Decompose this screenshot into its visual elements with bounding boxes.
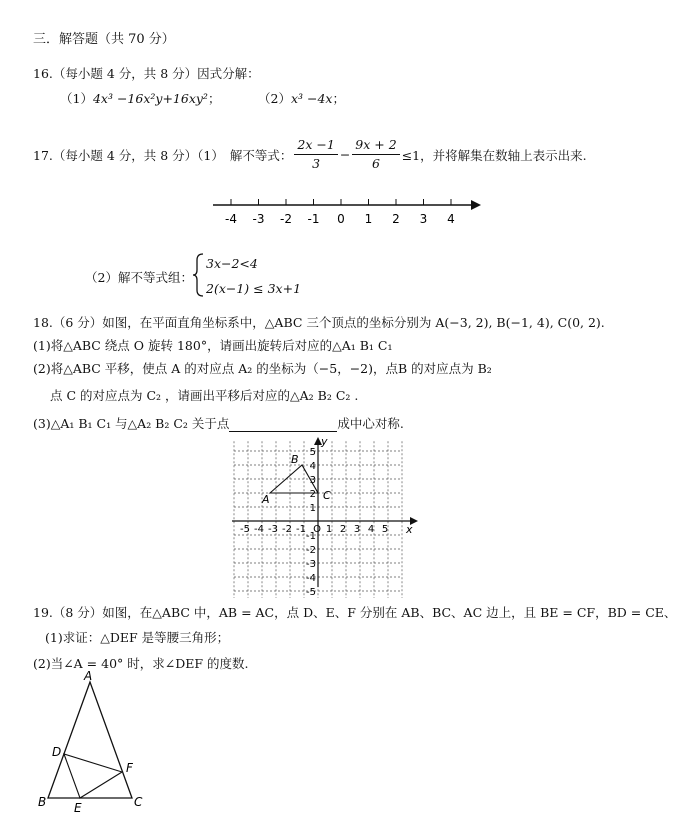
q17-frac2-denominator: 6 (372, 156, 380, 171)
q16-part1-label: （1） (60, 91, 93, 106)
x-tick-label: -1 (296, 524, 306, 535)
number-line (205, 195, 485, 231)
number-line-tick-label: -1 (307, 212, 320, 226)
q16-part2-label: （2） (258, 91, 291, 106)
q17-frac1-denominator: 3 (312, 156, 321, 171)
x-tick-label: 3 (353, 524, 361, 535)
fig-label-a: A (84, 669, 93, 683)
x-tick-label: -4 (254, 524, 264, 535)
coordinate-grid (228, 435, 418, 598)
q16-part2 (258, 89, 345, 107)
label-a: A (262, 493, 270, 506)
y-tick-label: 2 (309, 489, 316, 500)
x-tick-label: -2 (282, 524, 292, 535)
fig-label-d: D (52, 745, 62, 759)
y-tick-label: 5 (309, 447, 316, 458)
q17-header: 17.（每小题 4 分，共 8 分）（1） (33, 147, 224, 163)
fig-label-f: F (126, 761, 133, 775)
number-line-tick-label: -3 (252, 212, 265, 226)
q17-frac1-numerator: 2x −1 (294, 136, 337, 155)
y-tick-label: -4 (306, 573, 316, 584)
x-tick-label: 4 (367, 524, 375, 535)
q17-instruction: 解不等式： (229, 147, 293, 163)
q19-part1: (1)求证：△DEF 是等腰三角形； (45, 630, 230, 645)
q18-header: 18.（6 分）如图，在平面直角坐标系中，△ABC 三个顶点的坐标分别为 A(−3, 2), B(−1, 4), C(0, 2). (33, 315, 605, 330)
label-b: B (291, 453, 299, 466)
q19-header: 19.（8 分）如图，在△ABC 中，AB = AC，点 D、E、F 分别在 AB、BC、AC 边上，且 BE = CF，BD = CE、 (33, 605, 676, 620)
q18-step3-b: 成中心对称. (337, 416, 404, 431)
y-tick-label: 4 (309, 461, 316, 472)
label-c: C (323, 489, 331, 502)
y-tick-label: -5 (306, 587, 316, 598)
number-line-arrow (471, 200, 481, 210)
x-tick-label: 1 (325, 524, 333, 535)
q17-frac2-numerator: 9x + 2 (352, 136, 399, 155)
q17-relation: ≤1， (401, 147, 433, 163)
y-axis-label: y (321, 435, 328, 448)
q17-fraction-2 (352, 136, 399, 173)
q17-minus: − (339, 147, 351, 162)
number-line-tick-label: 2 (392, 212, 400, 226)
number-line-tick-label: 0 (337, 212, 345, 226)
q18-step2: (2)将△ABC 平移，使点 A 的对应点 A₂ 的坐标为（−5，−2)，点B 的对应点为 B₂ (33, 361, 492, 376)
q16-part1 (60, 89, 220, 107)
section-title: 三．解答题（共 70 分） (33, 32, 175, 47)
x-axis-label: x (406, 523, 413, 536)
q17-system-eq2: 2(x−1) ≤ 3x+1 (206, 281, 302, 296)
q17-part2-label: （2）解不等式组： (85, 270, 193, 285)
q16-part2-end: ； (332, 91, 345, 106)
y-tick-label: -1 (306, 531, 316, 542)
system-brace (193, 252, 205, 298)
x-tick-label: -3 (268, 524, 278, 535)
q16-part2-expr: x³ −4x (290, 91, 333, 106)
y-tick-label: -3 (306, 559, 316, 570)
triangle-figure (30, 668, 160, 813)
x-tick-label: O (313, 524, 321, 535)
q17-fraction-1 (294, 136, 337, 173)
q18-step2b: 点 C 的对应点为 C₂ ，请画出平移后对应的△A₂ B₂ C₂ . (50, 388, 359, 403)
y-tick-label: -2 (306, 545, 316, 556)
q17-part1 (33, 136, 587, 173)
q19-part2: (2)当∠A = 40° 时，求∠DEF 的度数. (33, 656, 249, 671)
q16-header: 16.（每小题 4 分，共 8 分）因式分解： (33, 66, 260, 81)
q17-system-eq1: 3x−2<4 (206, 256, 258, 271)
q17-tail: 并将解集在数轴上表示出来. (432, 147, 587, 163)
q18-step1: (1)将△ABC 绕点 O 旋转 180°，请画出旋转后对应的△A₁ B₁ C₁ (33, 338, 393, 353)
triangle-def (64, 754, 122, 798)
fig-label-b: B (38, 795, 47, 809)
fig-label-c: C (134, 795, 143, 809)
number-line-tick-label: 4 (447, 212, 455, 226)
number-line-tick-label: 1 (364, 212, 373, 226)
y-tick-label: 3 (309, 475, 316, 486)
q16-part1-end: ； (207, 91, 221, 106)
y-tick-label: 1 (309, 503, 316, 514)
answer-blank (229, 419, 337, 432)
x-tick-label: 5 (381, 524, 389, 535)
number-line-tick-label: -4 (225, 212, 237, 226)
x-tick-label: 2 (339, 524, 347, 535)
number-line-tick-label: 3 (419, 212, 428, 226)
fig-label-e: E (74, 801, 82, 815)
q18-step3-a: (3)△A₁ B₁ C₁ 与△A₂ B₂ C₂ 关于点 (33, 416, 230, 431)
x-tick-label: -5 (240, 524, 250, 535)
triangle-outer (48, 682, 132, 798)
q18-step3 (33, 414, 404, 432)
number-line-tick-label: -2 (280, 212, 292, 226)
q16-part1-expr: 4x³ −16x²y+16xy² (92, 91, 208, 106)
